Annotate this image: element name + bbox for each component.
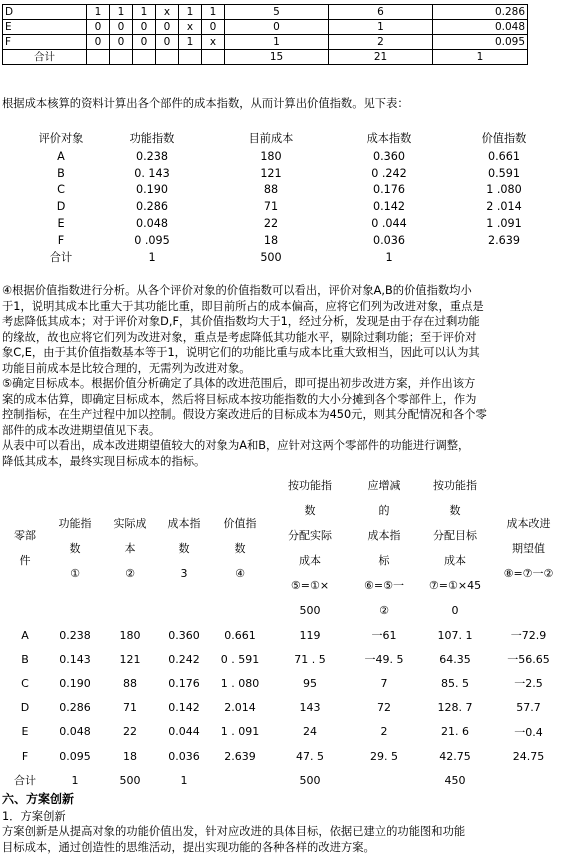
table-cell: 0.661 [224,628,256,642]
table-cell [156,50,179,65]
column-header-line: 件 [19,554,31,567]
table-cell: 0 [110,35,133,50]
table-cell: E [57,217,65,231]
table-row [3,50,528,65]
table-cell: D [20,701,30,715]
table-cell: 500 [119,773,141,787]
table-row [30,182,560,199]
table-cell: A [57,149,65,163]
table-cell: 0.095 [59,749,91,763]
column-header-line: 按功能指 [288,479,332,492]
table-cell: 0 [133,35,156,50]
table-row [3,5,528,20]
column-header [270,473,350,623]
column-header-line: 价值指 [223,516,257,530]
table-cell: 1 [385,250,393,264]
table-cell: 一61 [371,629,397,643]
section-heading-text: 六、方案创新 [2,792,75,806]
table-row [30,198,560,215]
table-cell [110,50,133,65]
table-cell: 21. 6 [441,725,469,739]
column-header-line: ⑦=①×45 [428,579,482,592]
column-header-line: 数 [178,541,190,555]
column-header-line: 3 [180,566,188,580]
table-cell: 1 [71,773,79,787]
table-cell: 0.286 [59,701,91,715]
table-header-row [30,128,560,148]
column-header [2,473,48,623]
table-cell: 7 [380,676,388,690]
paragraph-intro [2,96,562,112]
column-header [158,473,210,623]
paragraph-innovation [2,824,562,855]
table-row [3,35,528,50]
column-header-line: 的 [378,504,390,517]
column-header-line: 成本 [299,554,321,567]
column-header-line: 本 [124,541,136,555]
column-header-line: 成本改进 [506,516,551,530]
table-cell: 合计 [14,774,36,788]
table-cell: 0.286 [135,200,169,214]
table-cell: 0 . 591 [220,652,260,666]
table-cell: 143 [299,701,321,715]
paragraph-line: 于1，说明其成本比重大于其功能比重，即目前所占的成本偏高，应将它们列为改进对象，重点是 [2,299,484,313]
table-cell: 0.048 [433,20,528,35]
paragraph-line: 目标成本，通过创造性的思维活动，提出实现功能的各种各样的改进方案。 [2,840,375,854]
table-cell: 0 [133,20,156,35]
table-cell: 21 [329,50,433,65]
column-header-line: 期望值 [512,541,545,555]
table-cell: 88 [263,183,279,197]
table-header-row [2,473,565,623]
table-cell: 1 [179,35,202,50]
table-cell: 22 [263,217,279,231]
table-cell: 0.176 [372,183,406,197]
table-cell: 2 [329,35,433,50]
section-heading [2,792,562,808]
table-cell: F [57,233,65,247]
sub-heading-text: 1．方案创新 [2,810,66,823]
table-row [3,20,528,35]
table-cell: 71 . 5 [294,652,326,666]
table-cell: x [179,20,202,35]
table-row [2,671,565,695]
table-cell: 0.286 [433,5,528,20]
paragraph-analysis [2,283,562,469]
table-cell: 107. 1 [437,628,473,642]
table-cell: 2.639 [487,233,521,247]
table-cell: 一72.9 [510,629,547,643]
table-cell [133,50,156,65]
table-cell: 0.143 [59,652,91,666]
table-cell: E [21,725,29,739]
table-cell: 1 [148,250,156,264]
table-cell: x [202,35,225,50]
table-cell: 0.048 [135,217,169,231]
value-index-table [30,128,560,266]
table-cell: 0.036 [168,749,200,763]
table-cell: 1 . 091 [220,725,260,739]
table-row [2,623,565,647]
table-row [30,215,560,232]
table-cell: 180 [119,628,141,642]
table-cell: 2 .014 [486,200,522,214]
table-cell: 1 [87,5,110,20]
table-cell: 1 [433,50,528,65]
column-header: 功能指数 [129,132,175,145]
column-header-line: 500 [299,604,321,617]
column-header-line: 零部 [14,529,36,542]
column-header-line: ⑧=⑦一② [503,566,554,580]
target-cost-table [2,473,565,792]
table-row [2,696,565,720]
table-cell: D [3,5,87,20]
table-cell: 29. 5 [370,749,398,763]
paragraph-line: 考虑降低其成本；对于评价对象D,F，其价值指数均大于1，经过分析，发现是由于存在过剩功能 [2,315,480,328]
table-cell: 1 [180,773,188,787]
column-header-line: 数 [449,504,461,517]
table-cell: 0.095 [433,35,528,50]
paragraph-line: 的缘故，故也应将它们列为改进对象，重点是考虑降低其功能水平，剔除过剩功能；至于评价对 [2,330,477,344]
table-cell: 1 [225,35,329,50]
table-cell: 2.014 [224,701,256,715]
column-header-line: 标 [378,554,390,567]
table-cell: 一49. 5 [364,653,404,667]
table-cell: C [21,676,29,690]
column-header-line: 成本指 [167,516,201,530]
table-cell: 0.360 [372,149,406,163]
table-cell: C [57,183,65,197]
paragraph-line: 从表中可以看出，成本改进期望值较大的对象为A和B，应针对这两个零部件的功能进行调整， [2,439,470,452]
table-row [2,768,565,792]
paragraph-line: ⑤确定目标成本。根据价值分析确定了具体的改进范围后，即可提出初步改进方案，并作出该方 [2,377,476,390]
column-header-line: 分配目标 [433,529,477,542]
column-header [418,473,492,623]
column-header [350,473,418,623]
table-cell: 0 .242 [371,166,407,180]
column-header-line: 数 [234,541,246,555]
table-cell: 88 [123,676,137,690]
table-cell: 0 [110,20,133,35]
table-cell: 64.35 [439,652,471,666]
column-header [102,473,158,623]
table-cell: 0.190 [135,183,169,197]
table-cell: 1 [202,5,225,20]
table-cell: 450 [444,773,466,787]
table-cell: 500 [299,773,321,787]
table-cell: 0.142 [168,701,200,715]
paragraph-line: 案的成本估算，即确定目标成本，然后将目标成本按功能指数的大小分摊到各个零部件上，作为 [2,392,477,406]
table-cell: E [3,20,87,35]
table-cell: 500 [260,250,282,264]
table-cell: 0 [87,35,110,50]
table-cell [448,249,560,266]
table-row [30,148,560,165]
column-header-line: 实际成 [113,516,147,530]
column-header-line: ⑤=①× [290,579,330,592]
table-cell: 0 .095 [134,233,170,247]
table-cell: 0.190 [59,676,91,690]
column-header-line: ② [379,604,389,617]
table-cell: 0.242 [168,652,200,666]
paragraph-line: 部件的成本改进期望值见下表。 [2,423,161,437]
table-cell: 0 [202,20,225,35]
table-cell: F [21,749,29,763]
table-cell: 2.639 [224,749,256,763]
column-header-line: 功能指 [58,516,92,530]
table-cell: 72 [377,701,391,715]
table-cell: 0.036 [372,233,406,247]
paragraph-text: 根据成本核算的资料计算出各个部件的成本指数，从而计算出价值指数。见下表： [2,97,409,110]
table-cell [350,768,418,792]
column-header-line: 应增减 [367,479,401,492]
table-cell [202,50,225,65]
top-score-table [2,4,528,65]
table-cell: 0.661 [487,149,521,163]
table-cell: 一2.5 [514,677,543,691]
table-cell: 119 [299,628,321,642]
table-cell: 0. 143 [134,166,170,180]
paragraph-line: 控制指标，在生产过程中加以控制。假设方案改进后的目标成本为450元，则其分配情况和各个零 [2,408,487,421]
column-header: 目前成本 [248,132,294,145]
table-cell: 24.75 [512,749,545,763]
table-cell: B [57,166,65,180]
table-cell: 0.176 [168,676,200,690]
table-cell: 95 [303,676,317,690]
table-cell: 0.044 [168,725,200,739]
table-cell: 1 .080 [486,183,522,197]
table-row [30,249,560,266]
table-cell: 18 [123,749,137,763]
column-header-line: 0 [451,604,459,617]
table-cell: 一0.4 [514,725,543,739]
table-cell: 1 .091 [486,217,522,231]
table-cell: 1 [133,5,156,20]
table-cell: 合计 [3,50,87,65]
table-cell [179,50,202,65]
table-cell: 1 [329,20,433,35]
table-cell: 71 [263,200,279,214]
table-cell: x [156,5,179,20]
table-cell: 121 [119,652,141,666]
table-cell: 22 [123,725,137,739]
table-cell [492,768,565,792]
table-cell: 0 [87,20,110,35]
table-cell: 一56.65 [507,653,550,667]
column-header-line: 数 [69,541,81,555]
column-header [492,473,565,623]
table-cell: 71 [123,701,137,715]
table-row [30,165,560,182]
column-header [210,473,270,623]
table-cell: 42.75 [439,749,471,763]
table-cell: 0 [156,35,179,50]
table-cell: 57.7 [516,701,541,715]
column-header-line: ② [125,566,135,580]
table-cell: B [21,652,29,666]
column-header [48,473,102,623]
sub-heading [2,809,562,825]
table-cell: 180 [260,149,282,163]
table-cell: 18 [263,233,279,247]
table-cell: 0.048 [59,725,91,739]
table-cell: 85. 5 [441,676,469,690]
table-cell: 1 . 080 [220,676,260,690]
table-cell: 0 [225,20,329,35]
table-cell: 0.360 [168,628,200,642]
table-cell: 0 .044 [371,217,407,231]
table-cell: 0.142 [372,200,406,214]
table-row [2,744,565,768]
table-cell: 24 [303,725,317,739]
table-cell: A [21,628,29,642]
table-cell: 15 [225,50,329,65]
table-cell: 0.238 [135,149,169,163]
table-cell: 6 [329,5,433,20]
table-cell: 128. 7 [437,701,473,715]
column-header-line: 成本指 [367,529,401,542]
table-cell [87,50,110,65]
paragraph-line: 象C,E，由于其价值指数基本等于1，说明它们的功能比重与成本比重大致相当，因此可以认为其 [2,346,480,359]
column-header-line: 数 [304,504,316,517]
table-cell: 0.591 [487,166,521,180]
column-header-line: 按功能指 [433,479,477,492]
paragraph-line: ④根据价值指数进行分析。从各个评价对象的价值指数可以看出，评价对象A,B的价值指数均小 [2,284,472,297]
column-header-line: 成本 [444,554,466,567]
table-row [2,647,565,671]
table-cell: 0 [156,20,179,35]
column-header-line: ④ [235,566,245,580]
table-cell: 5 [225,5,329,20]
table-cell [210,768,270,792]
table-cell: 1 [110,5,133,20]
table-cell: 1 [179,5,202,20]
column-header: 价值指数 [481,132,527,145]
paragraph-line: 功能目前成本是比较合理的，无需列为改进对象。 [2,361,251,375]
column-header-line: ⑥=⑤一 [364,579,404,592]
table-cell: 合计 [49,251,73,265]
table-cell: 2 [380,725,388,739]
table-row [30,232,560,249]
column-header: 评价对象 [38,132,84,145]
column-header-line: 分配实际 [288,529,332,542]
table-cell: 121 [260,166,282,180]
table-cell: D [56,200,66,214]
table-cell: 0.238 [59,628,91,642]
table-cell: F [3,35,87,50]
paragraph-line: 降低其成本，最终实现目标成本的指标。 [2,454,206,468]
column-header: 成本指数 [366,132,412,145]
column-header-line: ① [70,566,80,580]
table-row [2,720,565,744]
paragraph-line: 方案创新是从提高对象的功能价值出发，针对应改进的具体目标，依据已建立的功能图和功能 [2,825,466,838]
table-cell: 47. 5 [296,749,324,763]
